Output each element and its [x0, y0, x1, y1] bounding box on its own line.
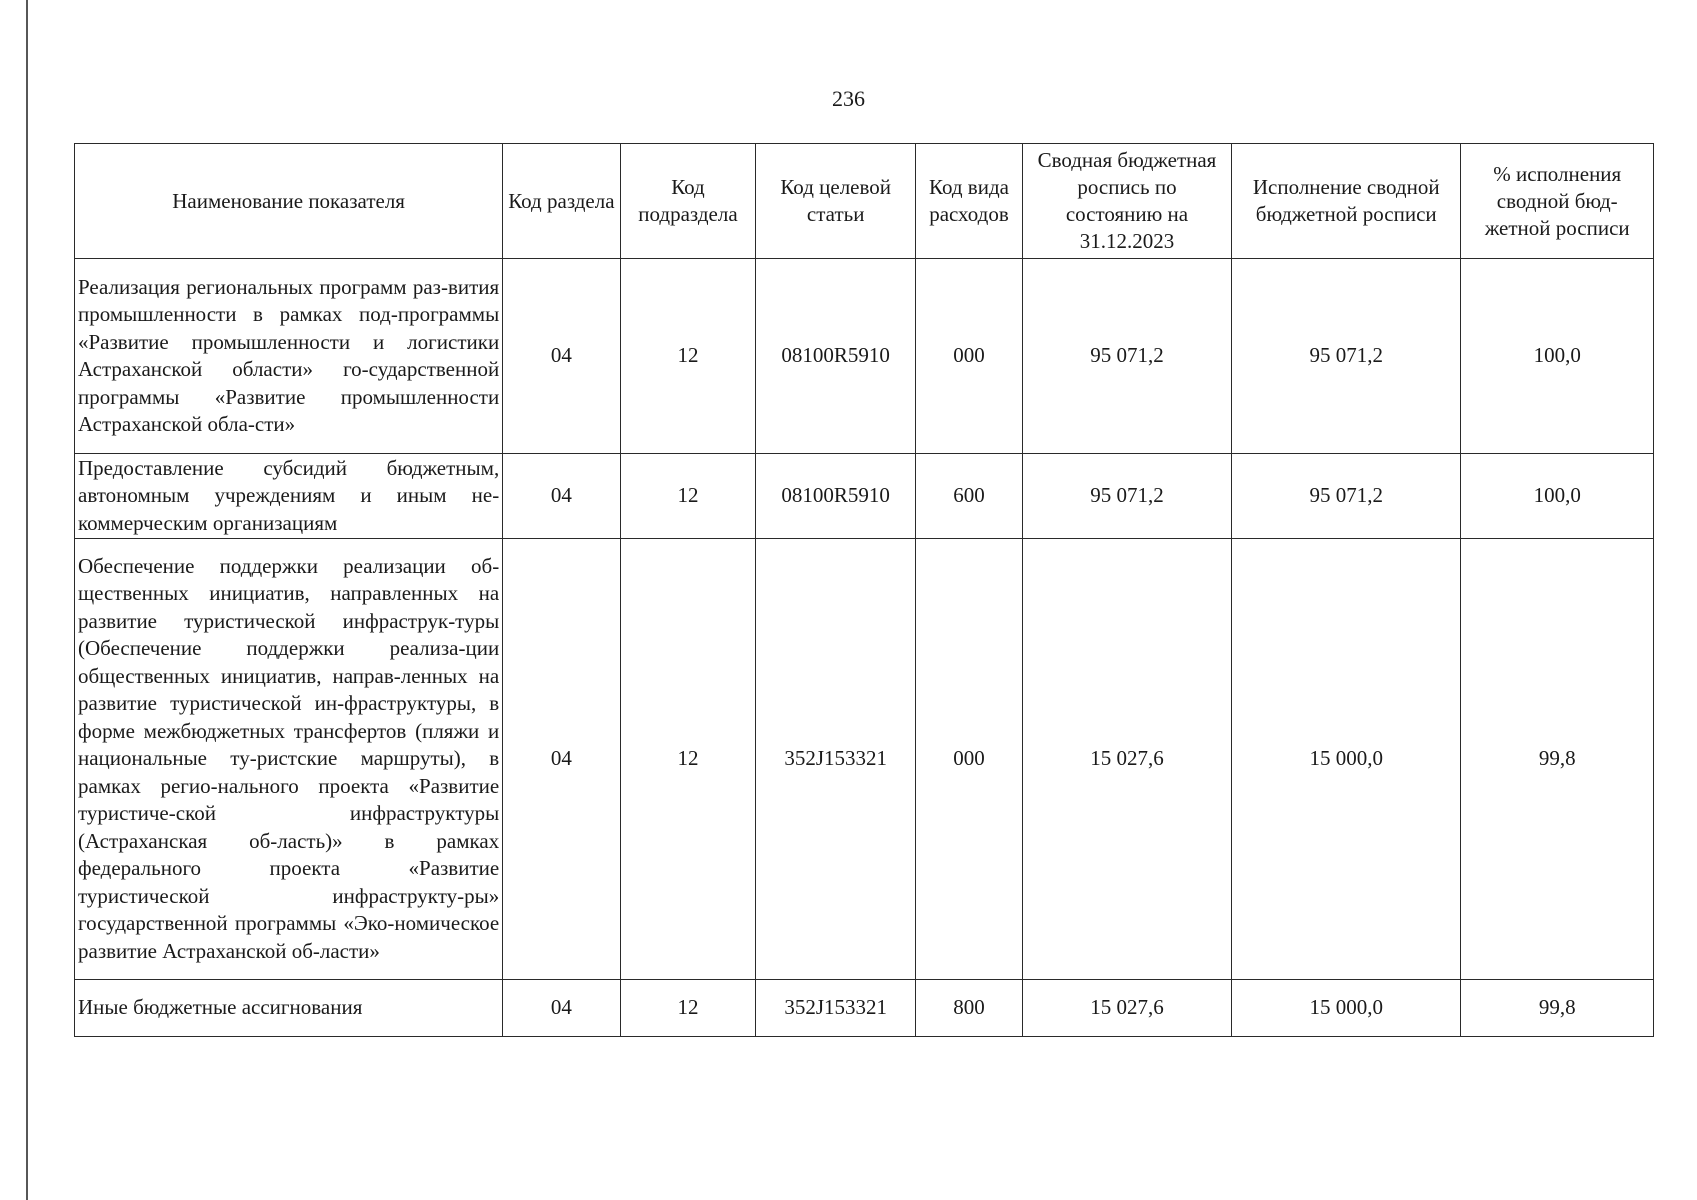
cell-subsection-code: 12: [620, 980, 756, 1037]
cell-subsection-code: 12: [620, 539, 756, 980]
cell-section-code: 04: [503, 539, 620, 980]
cell-execution-percent: 100,0: [1461, 454, 1654, 539]
cell-expense-type-code: 000: [915, 539, 1022, 980]
cell-execution-percent: 100,0: [1461, 259, 1654, 454]
cell-planned-budget: 15 027,6: [1023, 980, 1232, 1037]
cell-execution-percent: 99,8: [1461, 539, 1654, 980]
header-subsection-code: Код подраздела: [620, 144, 756, 259]
cell-expense-type-code: 600: [915, 454, 1022, 539]
header-expense-type-code: Код вида расходов: [915, 144, 1022, 259]
cell-subsection-code: 12: [620, 454, 756, 539]
cell-indicator-name: Обеспечение поддержки реализации об-щественных инициатив, направленных на развитие туристической инфраструк-туры (Обеспечение поддержки реализа-ции общественных инициатив, направ-ленных на развитие туристической ин-фраструктуры, в форме межбюджетных трансфертов (пляжи и национальные ту-ристские маршруты), в рамках регио-нального проекта «Развитие туристиче-ской инфраструктуры (Астраханская об-ласть)» в рамках федерального проекта «Развитие туристической инфраструкту-ры» государственной программы «Эко-номическое развитие Астраханской об-ласти»: [75, 539, 503, 980]
cell-budget-execution: 15 000,0: [1231, 980, 1461, 1037]
table-row: [75, 980, 1654, 1037]
cell-budget-execution: 15 000,0: [1231, 539, 1461, 980]
cell-execution-percent: 99,8: [1461, 980, 1654, 1037]
cell-budget-execution: 95 071,2: [1231, 454, 1461, 539]
scan-edge-line: [26, 0, 28, 1200]
cell-section-code: 04: [503, 980, 620, 1037]
table-row: [75, 539, 1654, 980]
cell-planned-budget: 15 027,6: [1023, 539, 1232, 980]
page-number: 236: [832, 86, 865, 111]
header-indicator-name: Наименование показателя: [75, 144, 503, 259]
cell-section-code: 04: [503, 454, 620, 539]
cell-indicator-name: Иные бюджетные ассигнования: [75, 980, 503, 1037]
cell-planned-budget: 95 071,2: [1023, 454, 1232, 539]
cell-indicator-name: Предоставление субсидий бюджетным, автономным учреждениям и иным не-коммерческим организациям: [75, 454, 503, 539]
cell-expense-type-code: 000: [915, 259, 1022, 454]
cell-indicator-name: Реализация региональных программ раз-вития промышленности в рамках под-программы «Развитие промышленности и логистики Астраханской области» го-сударственной программы «Развитие промышленности Астраханской обла-сти»: [75, 259, 503, 454]
header-section-code: Код раздела: [503, 144, 620, 259]
header-execution-percent: % исполнения сводной бюд-жетной росписи: [1461, 144, 1654, 259]
cell-target-article-code: 08100R5910: [756, 259, 916, 454]
budget-execution-table: [74, 143, 1654, 1037]
header-row: [75, 144, 1654, 259]
cell-expense-type-code: 800: [915, 980, 1022, 1037]
cell-target-article-code: 352J153321: [756, 980, 916, 1037]
cell-subsection-code: 12: [620, 259, 756, 454]
cell-target-article-code: 352J153321: [756, 539, 916, 980]
cell-budget-execution: 95 071,2: [1231, 259, 1461, 454]
header-target-article-code: Код целевой статьи: [756, 144, 916, 259]
table-row: [75, 259, 1654, 454]
header-budget-execution: Исполнение сводной бюджетной росписи: [1231, 144, 1461, 259]
cell-planned-budget: 95 071,2: [1023, 259, 1232, 454]
table-row: [75, 454, 1654, 539]
header-planned-budget: Сводная бюджетная роспись по состоянию на 31.12.2023: [1023, 144, 1232, 259]
cell-section-code: 04: [503, 259, 620, 454]
cell-target-article-code: 08100R5910: [756, 454, 916, 539]
